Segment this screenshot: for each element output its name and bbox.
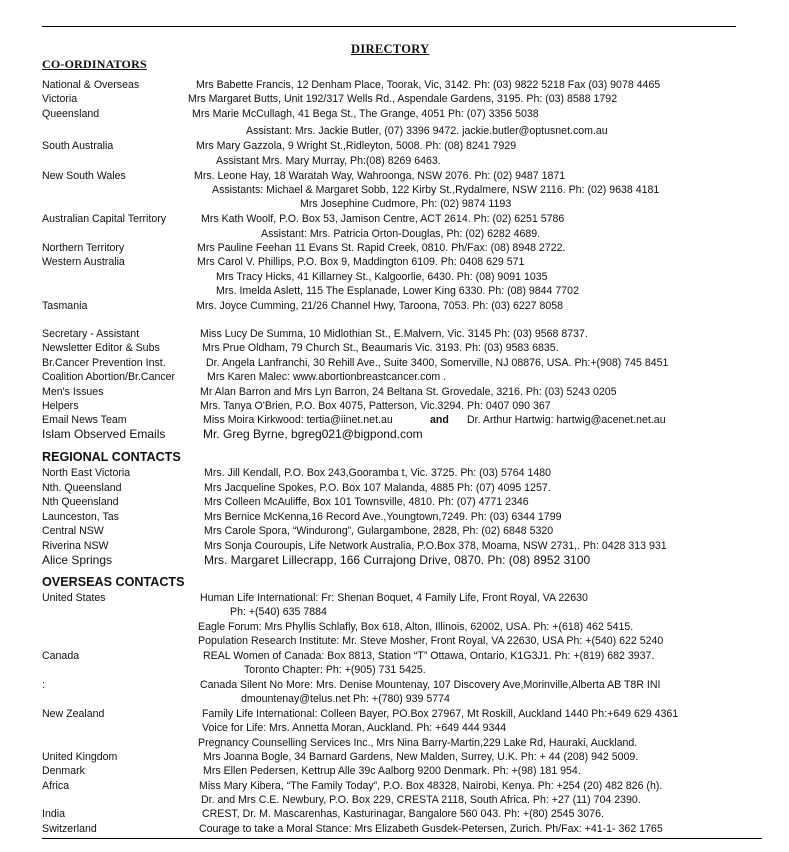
overseas-detail: Mrs Joanna Bogle, 34 Barnard Gardens, New Malden, Surrey, U.K. Ph: + 44 (208) 942 5009. (203, 751, 639, 763)
overseas-label: United Kingdom (42, 751, 118, 763)
bottom-rule (42, 838, 762, 839)
overseas-label: Canada (42, 650, 80, 662)
overseas-detail: Mrs Ellen Pedersen, Kettrup Alle 39c Aalborg 9200 Denmark. Ph: +(98) 181 954. (203, 765, 581, 777)
regional-detail: Mrs. Margaret Lillecrapp, 166 Currajong Drive, 0870. Ph: (08) 8952 3100 (204, 553, 591, 567)
top-rule (42, 26, 736, 27)
regional-label: Alice Springs (42, 553, 113, 567)
overseas-detail: Human Life International: Fr: Shenan Boquet, 4 Family Life, Front Royal, VA 22630 (200, 592, 588, 604)
coordinator-detail: Mrs Josephine Cudmore, Ph: (02) 9874 1193 (300, 198, 512, 210)
regional-detail: Mrs Carole Spora, “Windurong”, Gulargambone, 2828, Ph: (02) 6848 5320 (204, 525, 554, 537)
overseas-detail: Ph: +(540) 635 7884 (230, 606, 327, 618)
coordinator-detail: Mrs Mary Gazzola, 9 Wright St.,Ridleyton, 5008. Ph: (08) 8241 7929 (196, 140, 517, 152)
officer-label: Newsletter Editor & Subs (42, 342, 160, 354)
coordinator-label: Western Australia (42, 256, 125, 268)
coordinator-detail: Mrs Carol V. Phillips, P.O. Box 9, Maddington 6109. Ph: 0408 629 571 (197, 256, 525, 268)
coordinator-label: Queensland (42, 108, 100, 120)
officer-label: Helpers (42, 400, 79, 412)
overseas-label: Switzerland (42, 823, 97, 835)
overseas-detail: Miss Mary Kibera, “The Family Today”, P.O. Box 48328, Nairobi, Kenya. Ph: +254 (20) 482 826 (h). (199, 780, 663, 792)
coordinator-label: National & Overseas (42, 79, 140, 91)
officer-detail: Mrs Karen Malec: www.abortionbreastcancer.com . (207, 371, 447, 383)
officer-detail: Mrs Prue Oldham, 79 Church St., Beaumaris Vic. 3193. Ph: (03) 9583 6835. (202, 342, 559, 354)
coordinator-label: South Australia (42, 140, 114, 152)
overseas-detail: Eagle Forum: Mrs Phyllis Schlafly, Box 618, Alton, Illinois, 62002, USA. Ph: +(618) 462 5415. (198, 621, 634, 633)
officer-detail: Miss Lucy De Summa, 10 Midlothian St., E.Malvern, Vic. 3145 Ph: (03) 9568 8737. (200, 328, 588, 340)
overseas-label: United States (42, 592, 106, 604)
coordinator-label: New South Wales (42, 170, 126, 182)
regional-detail: Mrs Jacqueline Spokes, P.O. Box 107 Malanda, 4885 Ph: (07) 4095 1257. (204, 482, 551, 494)
regional-label: North East Victoria (42, 467, 131, 479)
regional-detail: Mrs Bernice McKenna,16 Record Ave.,Youngtown,7249. Ph: (03) 6344 1799 (204, 511, 562, 523)
officer-detail: Miss Moira Kirkwood: tertia@iinet.net.au (203, 414, 393, 426)
regional-detail: Mrs. Jill Kendall, P.O. Box 243,Gooramba t, Vic. 3725. Ph: (03) 5764 1480 (204, 467, 552, 479)
regional-label: Nth Queensland (42, 496, 119, 508)
overseas-detail: dmountenay@telus.net Ph: +(780) 939 5774 (241, 693, 450, 705)
regional-label: Riverina NSW (42, 540, 109, 552)
overseas-detail: Dr. and Mrs C.E. Newbury, P.O. Box 229, CRESTA 2118, South Africa. Ph: +27 (11) 704 2390. (201, 794, 641, 806)
regional-label: Nth. Queensland (42, 482, 122, 494)
overseas-detail: CREST, Dr. M. Mascarenhas, Kasturinagar, Bangalore 560 043. Ph: +(80) 2545 3076. (202, 808, 604, 820)
officer-detail: Mr Alan Barron and Mrs Lyn Barron, 24 Beltana St. Grovedale, 3216. Ph: (03) 5243 0205 (200, 386, 617, 398)
officer-label: Secretary - Assistant (42, 328, 140, 340)
officer-label: Email News Team (42, 414, 127, 426)
overseas-label: Denmark (42, 765, 85, 777)
officer-detail: Dr. Arthur Hartwig: hartwig@acenet.net.au (467, 414, 666, 426)
coordinator-detail: Assistants: Michael & Margaret Sobb, 122 Kirby St.,Rydalmere, NSW 2116. Ph: (02) 9638 4181 (212, 184, 660, 196)
overseas-label: New Zealand (42, 708, 105, 720)
coordinator-label: Tasmania (42, 300, 88, 312)
coordinator-detail: Mrs Kath Woolf, P.O. Box 53, Jamison Centre, ACT 2614. Ph: (02) 6251 5786 (201, 213, 565, 225)
coordinator-detail: Mrs Tracy Hicks, 41 Killarney St., Kalgoorlie, 6430. Ph: (08) 9091 1035 (216, 271, 548, 283)
officer-label: Islam Observed Emails (42, 427, 166, 441)
overseas-label: India (42, 808, 65, 820)
regional-detail: Mrs Colleen McAuliffe, Box 101 Townsville, 4810. Ph: (07) 4771 2346 (204, 496, 529, 508)
overseas-detail: Toronto Chapter: Ph: +(905) 731 5425. (244, 664, 426, 676)
officer-label: Coalition Abortion/Br.Cancer (42, 371, 176, 383)
coordinator-detail: Mrs Babette Francis, 12 Denham Place, Toorak, Vic, 3142. Ph: (03) 9822 5218 Fax (03) 9078 4465 (196, 79, 661, 91)
and-connector: and (430, 414, 449, 426)
coordinator-label: Northern Territory (42, 242, 125, 254)
coordinator-detail: Assistant: Mrs. Patricia Orton-Douglas, Ph: (02) 6282 4689. (261, 228, 541, 240)
regional-label: Central NSW (42, 525, 104, 537)
regional-detail: Mrs Sonja Couroupis, Life Network Australia, P.O.Box 378, Moama, NSW 2731,. Ph: 0428 313 931 (204, 540, 667, 552)
coordinator-label: Australian Capital Territory (42, 213, 167, 225)
overseas-detail: Population Research Institute: Mr. Steve Mosher, Front Royal, VA 22630, USA Ph: +(540) 622 5240 (198, 635, 664, 647)
officer-detail: Dr. Angela Lanfranchi, 30 Rehill Ave., Suite 3400, Somerville, NJ 08876, USA. Ph:+(908) 745 8451 (206, 357, 669, 369)
officer-label: Men's Issues (42, 386, 104, 398)
coordinator-detail: Mrs Marie McCullagh, 41 Bega St., The Grange, 4051 Ph: (07) 3356 5038 (192, 108, 539, 120)
officer-detail: Mrs. Tanya O'Brien, P.O. Box 4075, Patterson, Vic.3294. Ph: 0407 090 367 (200, 400, 551, 412)
coordinators-heading: CO-ORDINATORS (42, 57, 147, 71)
overseas-detail: Pregnancy Counselling Services Inc., Mrs Nina Barry-Martin,229 Lake Rd, Hauraki, Auckland. (198, 737, 638, 749)
officer-label: Br.Cancer Prevention Inst. (42, 357, 166, 369)
coordinator-label: Victoria (42, 93, 78, 105)
overseas-detail: Voice for Life: Mrs. Annetta Moran, Auckland. Ph: +649 444 9344 (202, 722, 507, 734)
coordinator-detail: Mrs Margaret Butts, Unit 192/317 Wells Rd., Aspendale Gardens, 3195. Ph: (03) 8588 1792 (188, 93, 618, 105)
directory-title: DIRECTORY (351, 42, 430, 56)
regional-label: Launceston, Tas (42, 511, 119, 523)
overseas-heading: OVERSEAS CONTACTS (42, 575, 185, 589)
regional-heading: REGIONAL CONTACTS (42, 450, 181, 464)
officer-detail: Mr. Greg Byrne, bgreg021@bigpond.com (203, 427, 423, 441)
overseas-label: Africa (42, 780, 70, 792)
overseas-detail: REAL Women of Canada: Box 8813, Station “T” Ottawa, Ontario, K1G3J1. Ph: +(819) 682 3937. (203, 650, 655, 662)
coordinator-detail: Mrs. Imelda Aslett, 115 The Esplanade, Lower King 6330. Ph: (08) 9844 7702 (216, 285, 579, 297)
overseas-detail: Family Life International: Colleen Bayer, PO.Box 27967, Mt Roskill, Auckland 1440 Ph:+649 629 4361 (202, 708, 679, 720)
coordinator-detail: Mrs Pauline Feehan 11 Evans St. Rapid Creek, 0810. Ph/Fax: (08) 8948 2722. (197, 242, 566, 254)
coordinator-detail: Mrs. Leone Hay, 18 Waratah Way, Wahroonga, NSW 2076. Ph: (02) 9487 1871 (194, 170, 566, 182)
overseas-label: : (42, 679, 45, 691)
coordinator-detail: Mrs. Joyce Cumming, 21/26 Channel Hwy, Taroona, 7053. Ph: (03) 6227 8058 (196, 300, 564, 312)
overseas-detail: Canada Silent No More: Mrs. Denise Mountenay, 107 Discovery Ave,Morinville,Alberta AB T8R INI (200, 679, 661, 691)
coordinator-detail: Assistant: Mrs. Jackie Butler, (07) 3396 9472. jackie.butler@optusnet.com.au (246, 125, 608, 137)
coordinator-detail: Assistant Mrs. Mary Murray, Ph:(08) 8269 6463. (216, 155, 441, 167)
overseas-detail: Courage to take a Moral Stance: Mrs Elizabeth Gusdek-Petersen, Zurich. Ph/Fax: +41-1- 362 1765 (199, 823, 663, 835)
